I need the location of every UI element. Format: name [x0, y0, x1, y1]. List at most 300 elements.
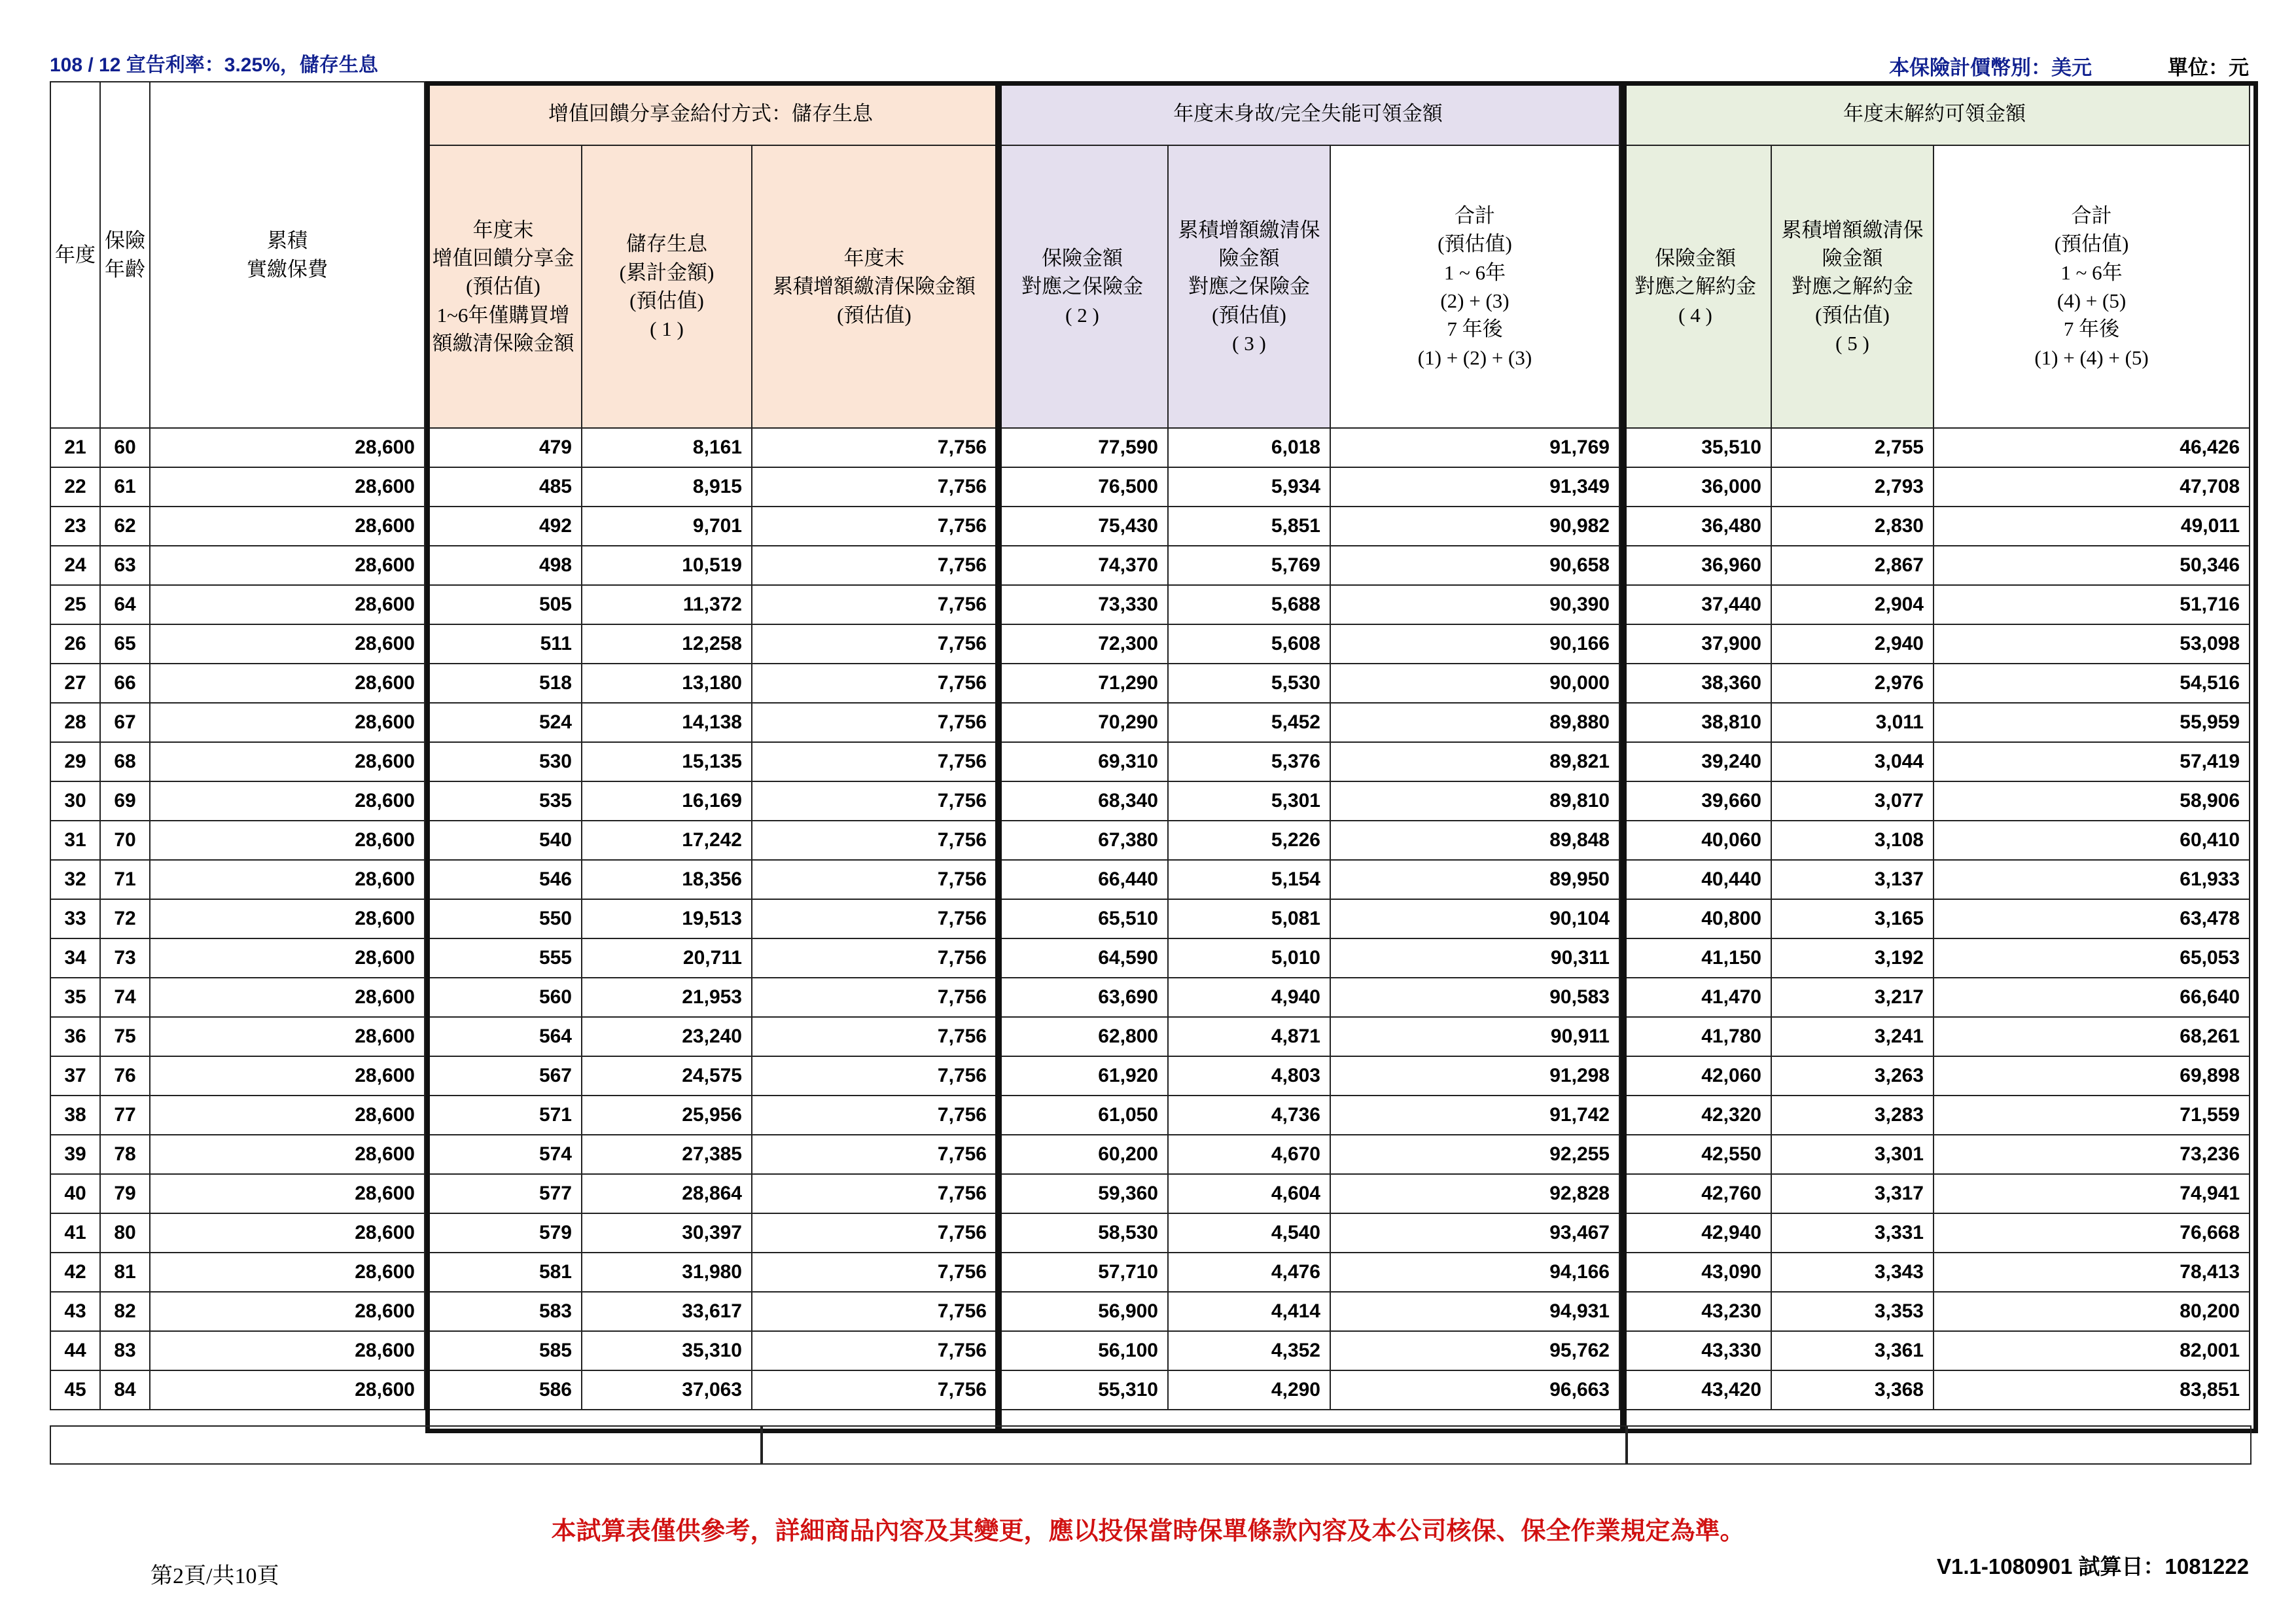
table-cell: 55,959: [1934, 703, 2250, 742]
table-cell: 7,756: [752, 821, 997, 860]
table-cell: 2,830: [1771, 507, 1934, 546]
table-cell: 524: [425, 703, 582, 742]
table-row: [50, 978, 2250, 1017]
table-cell: 26: [50, 624, 100, 664]
table-cell: 40: [50, 1174, 100, 1213]
table-cell: 41,780: [1619, 1017, 1771, 1056]
col-interest: 儲存生息 (累計金額) (預估值) ( 1 ): [582, 145, 752, 428]
table-row: [50, 1056, 2250, 1096]
table-cell: 38: [50, 1096, 100, 1135]
table-cell: 530: [425, 742, 582, 781]
table-cell: 43: [50, 1292, 100, 1331]
table-cell: 95,762: [1330, 1331, 1619, 1370]
table-cell: 2,904: [1771, 585, 1934, 624]
table-cell: 5,154: [1168, 860, 1330, 899]
table-cell: 70: [100, 821, 150, 860]
col-surrender-paidup: 累積增額繳清保 險金額 對應之解約金 (預估值) ( 5 ): [1771, 145, 1934, 428]
col-death-total: 合計 (預估值) 1 ~ 6年 (2) + (3) 7 年後 (1) + (2) + (3): [1330, 145, 1619, 428]
table-cell: 505: [425, 585, 582, 624]
table-cell: 485: [425, 467, 582, 507]
table-cell: 7,756: [752, 507, 997, 546]
table-cell: 28,600: [150, 546, 425, 585]
table-cell: 28,600: [150, 1174, 425, 1213]
table-cell: 28,600: [150, 742, 425, 781]
table-cell: 25,956: [582, 1096, 752, 1135]
col-paidup: 年度末 累積增額繳清保險金額 (預估值): [752, 145, 997, 428]
table-cell: 72,300: [997, 624, 1168, 664]
table-cell: 7,756: [752, 1292, 997, 1331]
table-cell: 60,410: [1934, 821, 2250, 860]
table-cell: 571: [425, 1096, 582, 1135]
currency-note: 本保險計價幣別：美元: [1889, 56, 2092, 79]
table-cell: 42,760: [1619, 1174, 1771, 1213]
table-cell: 7,756: [752, 1331, 997, 1370]
col-surrender-total: 合計 (預估值) 1 ~ 6年 (4) + (5) 7 年後 (1) + (4) + (5): [1934, 145, 2250, 428]
table-cell: 20,711: [582, 938, 752, 978]
table-cell: 91,769: [1330, 428, 1619, 467]
table-cell: 535: [425, 781, 582, 821]
table-cell: 90,104: [1330, 899, 1619, 938]
table-cell: 63,690: [997, 978, 1168, 1017]
table-cell: 78: [100, 1135, 150, 1174]
table-cell: 66: [100, 664, 150, 703]
table-cell: 57,710: [997, 1253, 1168, 1292]
table-cell: 36,960: [1619, 546, 1771, 585]
table-cell: 62,800: [997, 1017, 1168, 1056]
table-cell: 28,600: [150, 1135, 425, 1174]
table-cell: 56,100: [997, 1331, 1168, 1370]
table-cell: 29: [50, 742, 100, 781]
table-cell: 33: [50, 899, 100, 938]
table-cell: 28,600: [150, 1253, 425, 1292]
table-cell: 5,608: [1168, 624, 1330, 664]
table-cell: 7,756: [752, 978, 997, 1017]
table-cell: 3,263: [1771, 1056, 1934, 1096]
table-cell: 70,290: [997, 703, 1168, 742]
table-cell: 550: [425, 899, 582, 938]
table-cell: 71,290: [997, 664, 1168, 703]
table-cell: 43,420: [1619, 1370, 1771, 1410]
table-cell: 4,670: [1168, 1135, 1330, 1174]
table-cell: 8,161: [582, 428, 752, 467]
table-cell: 61,933: [1934, 860, 2250, 899]
table-cell: 43,090: [1619, 1253, 1771, 1292]
table-cell: 7,756: [752, 664, 997, 703]
table-cell: 28,600: [150, 428, 425, 467]
table-cell: 23: [50, 507, 100, 546]
table-cell: 64,590: [997, 938, 1168, 978]
table-cell: 583: [425, 1292, 582, 1331]
table-cell: 74,370: [997, 546, 1168, 585]
table-cell: 90,583: [1330, 978, 1619, 1017]
table-cell: 90,982: [1330, 507, 1619, 546]
table-cell: 43,230: [1619, 1292, 1771, 1331]
table-cell: 28,864: [582, 1174, 752, 1213]
table-cell: 69: [100, 781, 150, 821]
table-cell: 28,600: [150, 821, 425, 860]
table-cell: 71,559: [1934, 1096, 2250, 1135]
table-cell: 73: [100, 938, 150, 978]
table-cell: 540: [425, 821, 582, 860]
table-header: [50, 82, 2250, 428]
table-cell: 28,600: [150, 1213, 425, 1253]
table-cell: 4,414: [1168, 1292, 1330, 1331]
table-cell: 28,600: [150, 1017, 425, 1056]
table-cell: 41,470: [1619, 978, 1771, 1017]
col-death-sa: 保險金額 對應之保險金 ( 2 ): [997, 145, 1168, 428]
declared-rate-note: 108 / 12 宣告利率：3.25%，儲存生息: [50, 54, 378, 76]
table-cell: 37: [50, 1056, 100, 1096]
table-cell: 72: [100, 899, 150, 938]
table-cell: 24,575: [582, 1056, 752, 1096]
table-cell: 35,510: [1619, 428, 1771, 467]
table-cell: 3,301: [1771, 1135, 1934, 1174]
table-cell: 66,640: [1934, 978, 2250, 1017]
table-cell: 36,480: [1619, 507, 1771, 546]
table-cell: 55,310: [997, 1370, 1168, 1410]
table-cell: 28,600: [150, 860, 425, 899]
table-cell: 14,138: [582, 703, 752, 742]
table-cell: 30: [50, 781, 100, 821]
table-cell: 39,660: [1619, 781, 1771, 821]
table-cell: 24: [50, 546, 100, 585]
table-cell: 511: [425, 624, 582, 664]
table-cell: 40,060: [1619, 821, 1771, 860]
table-cell: 10,519: [582, 546, 752, 585]
table-cell: 63: [100, 546, 150, 585]
group-death-benefit: 年度末身故/完全失能可領金額: [997, 82, 1619, 145]
table-row: [50, 1135, 2250, 1174]
table-cell: 28,600: [150, 978, 425, 1017]
table-cell: 61: [100, 467, 150, 507]
table-cell: 3,361: [1771, 1331, 1934, 1370]
table-cell: 3,283: [1771, 1096, 1934, 1135]
table-cell: 28,600: [150, 781, 425, 821]
table-cell: 498: [425, 546, 582, 585]
table-row: [50, 1331, 2250, 1370]
table-cell: 49,011: [1934, 507, 2250, 546]
table-cell: 89,950: [1330, 860, 1619, 899]
table-cell: 60,200: [997, 1135, 1168, 1174]
table-cell: 27,385: [582, 1135, 752, 1174]
table-cell: 81: [100, 1253, 150, 1292]
table-cell: 3,217: [1771, 978, 1934, 1017]
table-cell: 89,810: [1330, 781, 1619, 821]
table-cell: 4,871: [1168, 1017, 1330, 1056]
table-cell: 36: [50, 1017, 100, 1056]
table-cell: 581: [425, 1253, 582, 1292]
table-cell: 80,200: [1934, 1292, 2250, 1331]
table-cell: 90,000: [1330, 664, 1619, 703]
table-cell: 28,600: [150, 664, 425, 703]
table-cell: 5,851: [1168, 507, 1330, 546]
table-cell: 51,716: [1934, 585, 2250, 624]
table-cell: 38,810: [1619, 703, 1771, 742]
table-cell: 74,941: [1934, 1174, 2250, 1213]
table-row: [50, 742, 2250, 781]
table-cell: 5,376: [1168, 742, 1330, 781]
table-cell: 65,053: [1934, 938, 2250, 978]
table-body: [50, 428, 2250, 1410]
table-cell: 3,353: [1771, 1292, 1934, 1331]
table-cell: 58,906: [1934, 781, 2250, 821]
table-cell: 42,550: [1619, 1135, 1771, 1174]
table-cell: 58,530: [997, 1213, 1168, 1253]
table-cell: 577: [425, 1174, 582, 1213]
table-cell: 75: [100, 1017, 150, 1056]
table-cell: 5,452: [1168, 703, 1330, 742]
table-row: [50, 899, 2250, 938]
table-row: [50, 546, 2250, 585]
benefit-table: [50, 81, 2250, 1410]
table-cell: 7,756: [752, 546, 997, 585]
table-cell: 28: [50, 703, 100, 742]
col-year: 年度: [50, 82, 100, 428]
table-cell: 21: [50, 428, 100, 467]
table-cell: 579: [425, 1213, 582, 1253]
table-cell: 92,828: [1330, 1174, 1619, 1213]
table-cell: 5,081: [1168, 899, 1330, 938]
table-cell: 79: [100, 1174, 150, 1213]
footer-cell: [760, 1425, 1628, 1465]
table-cell: 23,240: [582, 1017, 752, 1056]
table-cell: 75,430: [997, 507, 1168, 546]
table-cell: 77: [100, 1096, 150, 1135]
table-cell: 67,380: [997, 821, 1168, 860]
table-row: [50, 507, 2250, 546]
table-cell: 25: [50, 585, 100, 624]
table-row: [50, 938, 2250, 978]
table-cell: 44: [50, 1331, 100, 1370]
table-cell: 2,940: [1771, 624, 1934, 664]
table-cell: 47,708: [1934, 467, 2250, 507]
table-cell: 90,658: [1330, 546, 1619, 585]
group-surrender-value: 年度末解約可領金額: [1619, 82, 2250, 145]
table-cell: 28,600: [150, 467, 425, 507]
table-cell: 5,934: [1168, 467, 1330, 507]
table-cell: 4,290: [1168, 1370, 1330, 1410]
table-cell: 5,010: [1168, 938, 1330, 978]
footer-cell: [1625, 1425, 2252, 1465]
table-cell: 45: [50, 1370, 100, 1410]
table-cell: 28,600: [150, 1292, 425, 1331]
col-death-paidup: 累積增額繳清保 險金額 對應之保險金 (預估值) ( 3 ): [1168, 145, 1330, 428]
table-cell: 574: [425, 1135, 582, 1174]
col-age: 保險 年齡: [100, 82, 150, 428]
table-cell: 7,756: [752, 1017, 997, 1056]
table-cell: 69,898: [1934, 1056, 2250, 1096]
table-cell: 3,241: [1771, 1017, 1934, 1056]
col-premium: 累積 實繳保費: [150, 82, 425, 428]
table-cell: 90,390: [1330, 585, 1619, 624]
table-cell: 69,310: [997, 742, 1168, 781]
table-cell: 13,180: [582, 664, 752, 703]
table-row: [50, 428, 2250, 467]
table-cell: 27: [50, 664, 100, 703]
table-row: [50, 1096, 2250, 1135]
table-cell: 7,756: [752, 781, 997, 821]
table-cell: 68: [100, 742, 150, 781]
table-cell: 42,940: [1619, 1213, 1771, 1253]
table-cell: 3,343: [1771, 1253, 1934, 1292]
table-cell: 31,980: [582, 1253, 752, 1292]
table-cell: 61,050: [997, 1096, 1168, 1135]
table-cell: 7,756: [752, 1056, 997, 1096]
table-cell: 76,668: [1934, 1213, 2250, 1253]
table-cell: 37,063: [582, 1370, 752, 1410]
table-cell: 28,600: [150, 585, 425, 624]
table-cell: 22: [50, 467, 100, 507]
table-cell: 83,851: [1934, 1370, 2250, 1410]
table-row: [50, 1253, 2250, 1292]
table-cell: 96,663: [1330, 1370, 1619, 1410]
table-cell: 7,756: [752, 428, 997, 467]
group-dividend: 增值回饋分享金給付方式：儲存生息: [425, 82, 997, 145]
table-cell: 40,800: [1619, 899, 1771, 938]
table-cell: 567: [425, 1056, 582, 1096]
table-cell: 560: [425, 978, 582, 1017]
table-cell: 37,440: [1619, 585, 1771, 624]
table-cell: 7,756: [752, 585, 997, 624]
table-cell: 90,311: [1330, 938, 1619, 978]
table-cell: 42,060: [1619, 1056, 1771, 1096]
table-cell: 62: [100, 507, 150, 546]
table-cell: 68,261: [1934, 1017, 2250, 1056]
table-cell: 28,600: [150, 1056, 425, 1096]
table-cell: 3,137: [1771, 860, 1934, 899]
table-cell: 7,756: [752, 624, 997, 664]
table-cell: 28,600: [150, 1331, 425, 1370]
table-row: [50, 781, 2250, 821]
table-cell: 7,756: [752, 1213, 997, 1253]
table-cell: 41,150: [1619, 938, 1771, 978]
page-number: 第2頁/共10頁: [150, 1564, 279, 1588]
table-cell: 92,255: [1330, 1135, 1619, 1174]
table-cell: 9,701: [582, 507, 752, 546]
table-cell: 7,756: [752, 742, 997, 781]
table-cell: 63,478: [1934, 899, 2250, 938]
table-cell: 28,600: [150, 1096, 425, 1135]
table-cell: 76,500: [997, 467, 1168, 507]
table-cell: 28,600: [150, 624, 425, 664]
table-cell: 555: [425, 938, 582, 978]
table-cell: 6,018: [1168, 428, 1330, 467]
table-cell: 68,340: [997, 781, 1168, 821]
table-cell: 28,600: [150, 703, 425, 742]
table-cell: 30,397: [582, 1213, 752, 1253]
table-cell: 4,476: [1168, 1253, 1330, 1292]
table-cell: 94,931: [1330, 1292, 1619, 1331]
table-cell: 57,419: [1934, 742, 2250, 781]
table-cell: 2,755: [1771, 428, 1934, 467]
table-cell: 3,011: [1771, 703, 1934, 742]
table-cell: 91,742: [1330, 1096, 1619, 1135]
table-cell: 585: [425, 1331, 582, 1370]
table-row: [50, 624, 2250, 664]
table-cell: 12,258: [582, 624, 752, 664]
table-cell: 65: [100, 624, 150, 664]
table-cell: 7,756: [752, 860, 997, 899]
table-cell: 492: [425, 507, 582, 546]
table-cell: 7,756: [752, 1370, 997, 1410]
table-row: [50, 1174, 2250, 1213]
table-row: [50, 821, 2250, 860]
table-cell: 73,236: [1934, 1135, 2250, 1174]
table-cell: 33,617: [582, 1292, 752, 1331]
table-row: [50, 1213, 2250, 1253]
table-cell: 564: [425, 1017, 582, 1056]
table-cell: 11,372: [582, 585, 752, 624]
footer-cell: [50, 1425, 763, 1465]
table-cell: 19,513: [582, 899, 752, 938]
table-cell: 90,911: [1330, 1017, 1619, 1056]
col-dividend: 年度末 增值回饋分享金 (預估值) 1~6年僅購買增 額繳清保險金額: [425, 145, 582, 428]
table-cell: 7,756: [752, 1253, 997, 1292]
table-cell: 77,590: [997, 428, 1168, 467]
table-row: [50, 664, 2250, 703]
table-cell: 28,600: [150, 938, 425, 978]
unit-note: 單位：元: [2168, 56, 2249, 79]
table-cell: 50,346: [1934, 546, 2250, 585]
table-cell: 40,440: [1619, 860, 1771, 899]
table-cell: 42,320: [1619, 1096, 1771, 1135]
table-cell: 46,426: [1934, 428, 2250, 467]
table-cell: 7,756: [752, 1174, 997, 1213]
table-cell: 76: [100, 1056, 150, 1096]
table-cell: 94,166: [1330, 1253, 1619, 1292]
table-cell: 36,000: [1619, 467, 1771, 507]
table-cell: 4,736: [1168, 1096, 1330, 1135]
table-cell: 479: [425, 428, 582, 467]
table-cell: 41: [50, 1213, 100, 1253]
table-cell: 83: [100, 1331, 150, 1370]
table-row: [50, 585, 2250, 624]
table-cell: 64: [100, 585, 150, 624]
table-row: [50, 1292, 2250, 1331]
table-cell: 2,976: [1771, 664, 1934, 703]
table-cell: 3,044: [1771, 742, 1934, 781]
table-cell: 54,516: [1934, 664, 2250, 703]
table-cell: 82: [100, 1292, 150, 1331]
page-header: [50, 48, 2249, 77]
table-cell: 93,467: [1330, 1213, 1619, 1253]
col-surrender-sa: 保險金額 對應之解約金 ( 4 ): [1619, 145, 1771, 428]
table-cell: 7,756: [752, 938, 997, 978]
table-cell: 35,310: [582, 1331, 752, 1370]
table-cell: 3,317: [1771, 1174, 1934, 1213]
table-cell: 34: [50, 938, 100, 978]
table-cell: 3,108: [1771, 821, 1934, 860]
table-cell: 3,331: [1771, 1213, 1934, 1253]
table-cell: 518: [425, 664, 582, 703]
table-cell: 15,135: [582, 742, 752, 781]
table-cell: 546: [425, 860, 582, 899]
table-cell: 71: [100, 860, 150, 899]
table-cell: 17,242: [582, 821, 752, 860]
table-cell: 89,880: [1330, 703, 1619, 742]
table-cell: 28,600: [150, 899, 425, 938]
table-cell: 91,349: [1330, 467, 1619, 507]
table-cell: 3,165: [1771, 899, 1934, 938]
table-cell: 2,793: [1771, 467, 1934, 507]
table-cell: 39,240: [1619, 742, 1771, 781]
table-cell: 5,688: [1168, 585, 1330, 624]
table-cell: 91,298: [1330, 1056, 1619, 1096]
table-cell: 4,352: [1168, 1331, 1330, 1370]
table-cell: 56,900: [997, 1292, 1168, 1331]
table-row: [50, 1370, 2250, 1410]
table-cell: 3,192: [1771, 938, 1934, 978]
